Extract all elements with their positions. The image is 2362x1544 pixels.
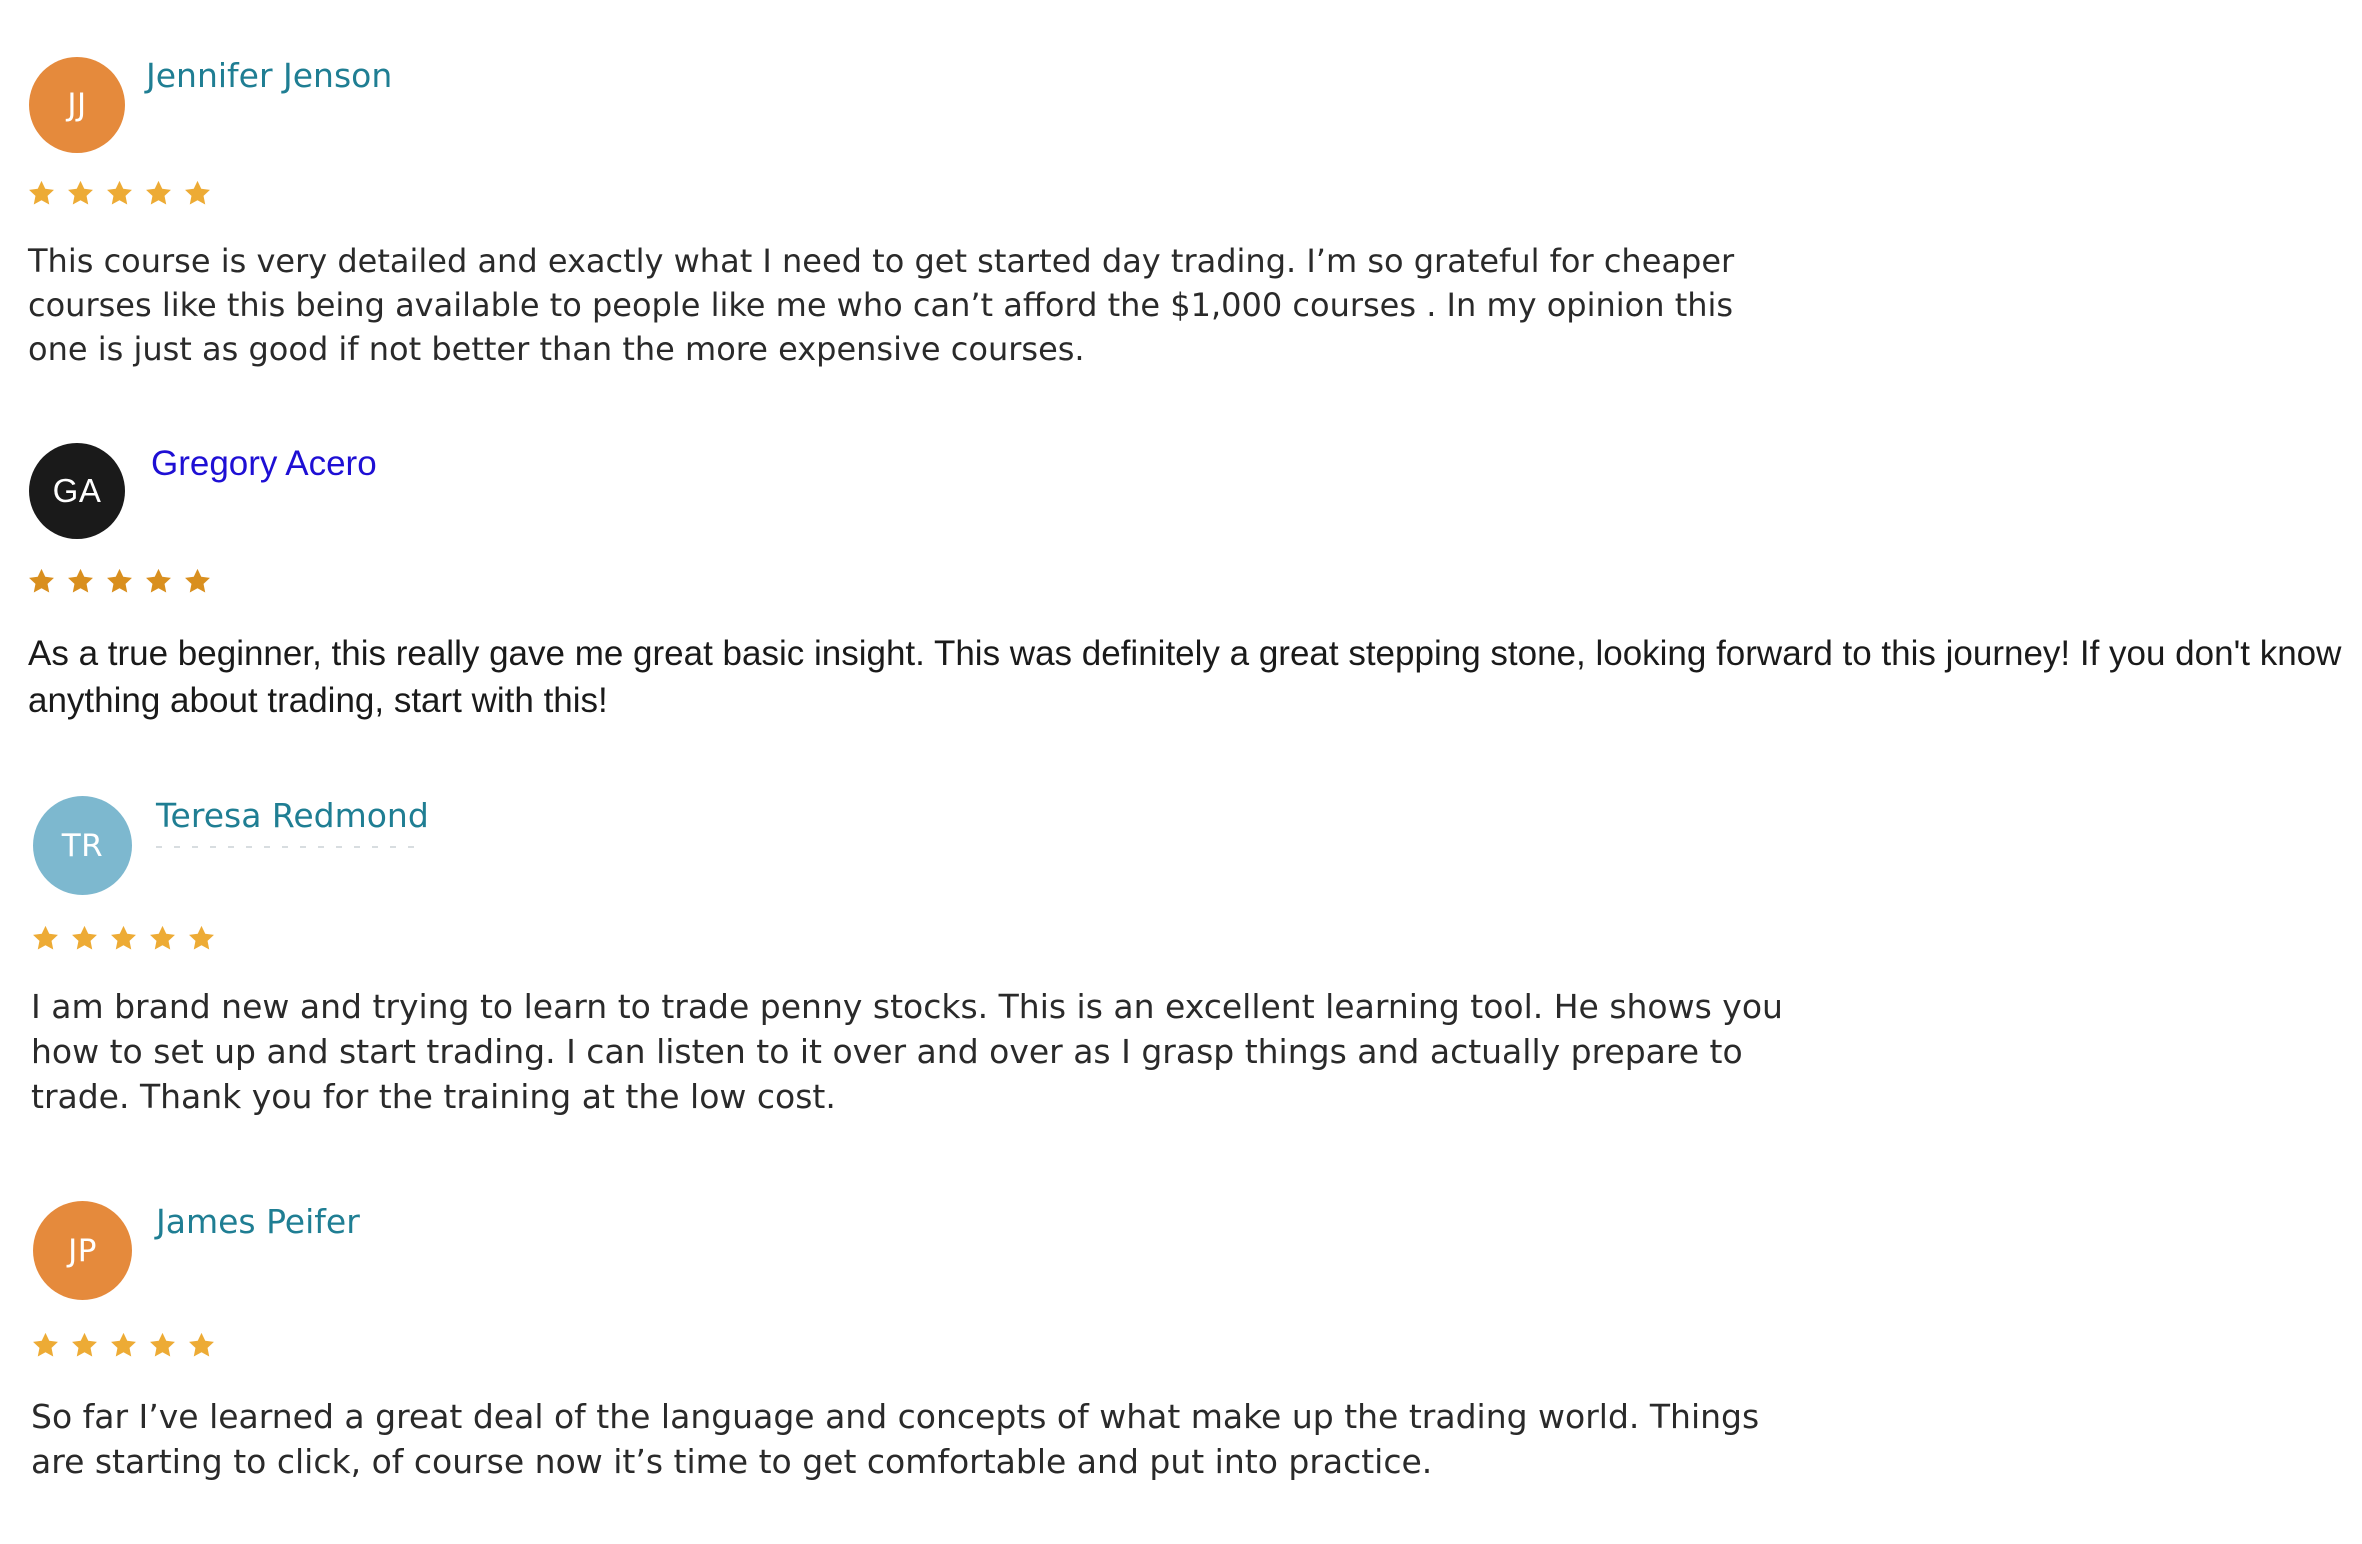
avatar-initials: GA (52, 472, 102, 509)
star-icon (105, 567, 134, 596)
avatar-initials: JP (68, 1232, 97, 1269)
star-icon (27, 179, 56, 208)
name-underline (156, 846, 414, 848)
review-text: As a true beginner, this really gave me great basic insight. This was definitely a great stepping stone, looking forward to this journey! If you don't know anything about trading, start with this! (28, 634, 2342, 720)
star-icon (31, 924, 60, 953)
review-text: I am brand new and trying to learn to trade penny stocks. This is an excellent learning tool. He shows you how to set up and start trading. I can listen to it over and over as I grasp things and actually prepare to trade. Thank you for the training at the low cost. (31, 987, 1783, 1116)
review-text: So far I’ve learned a great deal of the language and concepts of what make up the trading world. Things are starting to click, of course now it’s time to get comfortable and put into practice. (31, 1397, 1760, 1481)
avatar (29, 443, 125, 539)
star-icon (148, 1331, 177, 1360)
star-icon (31, 1331, 60, 1360)
avatar-initials: JJ (67, 87, 87, 123)
star-icon (109, 924, 138, 953)
star-icon (105, 179, 134, 208)
star-icon (183, 179, 212, 208)
star-icon (70, 1331, 99, 1360)
reviewer-name[interactable]: Jennifer Jenson (146, 56, 393, 95)
star-icon (70, 924, 99, 953)
star-rating (31, 1331, 216, 1360)
star-rating (31, 924, 216, 953)
reviewer-name[interactable]: James Peifer (156, 1202, 360, 1241)
avatar (29, 57, 125, 153)
star-icon (27, 567, 56, 596)
star-rating (27, 179, 212, 208)
avatar (33, 796, 132, 895)
star-icon (183, 567, 212, 596)
star-icon (187, 924, 216, 953)
star-icon (66, 179, 95, 208)
star-icon (148, 924, 177, 953)
star-rating (27, 567, 212, 596)
review-text: This course is very detailed and exactly what I need to get started day trading. I’m so grateful for cheaper courses like this being available to people like me who can’t afford the $1,000 courses . In my opinion this one is just as good if not better than the more expensive courses. (28, 242, 1735, 368)
star-icon (187, 1331, 216, 1360)
star-icon (66, 567, 95, 596)
reviewer-name[interactable]: Teresa Redmond (156, 796, 429, 835)
reviewer-name[interactable]: Gregory Acero (151, 444, 377, 483)
star-icon (109, 1331, 138, 1360)
star-icon (144, 179, 173, 208)
avatar-initials: TR (61, 827, 104, 864)
avatar (33, 1201, 132, 1300)
star-icon (144, 567, 173, 596)
